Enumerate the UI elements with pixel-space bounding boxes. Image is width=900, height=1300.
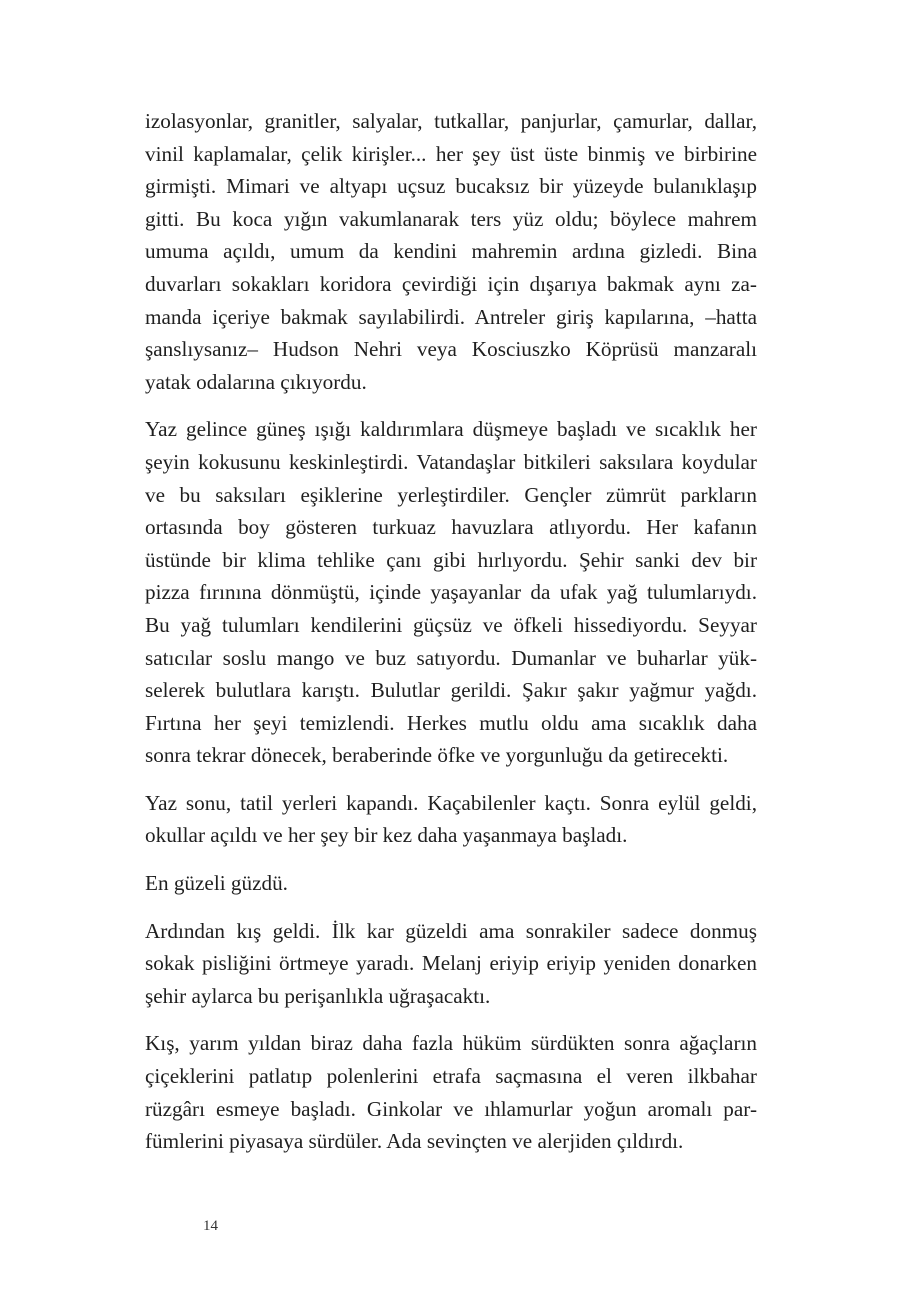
text-line: gitti. Bu koca yığın vakumlanarak ters yüz oldu; böylece mahrem [145,206,757,231]
paragraph-3 [145,787,757,852]
page-number: 14 [203,1218,218,1234]
text-line: üstünde bir klima tehlike çanı gibi hırlıyordu. Şehir sanki dev bir [145,547,757,572]
text-line: Yaz gelince güneş ışığı kaldırımlara düşmeye başladı ve sıcaklık her [145,417,757,442]
text-line: sokak pisliğini örtmeye yaradı. Melanj eriyip eriyip yeniden donarken [145,951,757,976]
text-line: pizza fırınına dönmüştü, içinde yaşayanlar da ufak yağ tulumlarıydı. [145,580,757,605]
text-line: şehir aylarca bu perişanlıkla uğraşacaktı. [145,983,491,1008]
text-line: En güzeli güzdü. [145,871,288,896]
text-line: ortasında boy gösteren turkuaz havuzlara atlıyordu. Her kafanın [145,515,757,540]
text-line: Ardından kış geldi. İlk kar güzeldi ama sonrakiler sadece donmuş [145,918,757,943]
text-line: manda içeriye bakmak sayılabilirdi. Antreler giriş kapılarına, –hatta [145,304,757,329]
text-line: girmişti. Mimari ve altyapı uçsuz bucaksız bir yüzeyde bulanıklaşıp [145,174,757,199]
paragraph-6 [145,1027,757,1157]
text-line: şanslıysanız– Hudson Nehri veya Kosciuszko Köprüsü manzaralı [145,337,757,362]
paragraph-2 [145,413,757,772]
text-line: umuma açıldı, umum da kendini mahremin ardına gizledi. Bina [145,239,757,264]
text-line: satıcılar soslu mango ve buz satıyordu. Dumanlar ve buharlar yük- [145,645,757,670]
text-line: izolasyonlar, granitler, salyalar, tutkallar, panjurlar, çamurlar, dallar, [145,109,757,133]
text-line: selerek bulutlara karıştı. Bulutlar gerildi. Şakır şakır yağmur yağdı. [145,678,757,703]
paragraph-4 [145,867,757,900]
text-line: ve bu saksıları eşiklerine yerleştirdiler. Gençler zümrüt parkların [145,482,757,507]
text-line: vinil kaplamalar, çelik kirişler... her şey üst üste binmiş ve birbirine [145,141,757,166]
text-line: yatak odalarına çıkıyordu. [145,369,367,394]
text-line: fümlerini piyasaya sürdüler. Ada sevinçten ve alerjiden çıldırdı. [145,1129,684,1154]
text-line: rüzgârı esmeye başladı. Ginkolar ve ıhlamurlar yoğun aromalı par- [145,1096,757,1121]
text-line: sonra tekrar dönecek, beraberinde öfke ve yorgunluğu da getirecekti. [145,743,729,768]
paragraph-1 [145,105,757,398]
text-line: çiçeklerini patlatıp polenlerini etrafa saçmasına el veren ilkbahar [145,1064,757,1089]
text-line: Yaz sonu, tatil yerleri kapandı. Kaçabilenler kaçtı. Sonra eylül geldi, [145,790,757,815]
text-line: Bu yağ tulumları kendilerini güçsüz ve öfkeli hissediyordu. Seyyar [145,612,757,637]
text-line: Kış, yarım yıldan biraz daha fazla hüküm sürdükten sonra ağaçların [145,1031,757,1056]
body-text [145,105,757,1173]
text-line: Fırtına her şeyi temizlendi. Herkes mutlu oldu ama sıcaklık daha [145,710,757,735]
text-line: okullar açıldı ve her şey bir kez daha yaşanmaya başladı. [145,823,628,848]
text-line: şeyin kokusunu keskinleştirdi. Vatandaşlar bitkileri saksılara koydular [145,449,757,474]
paragraph-5 [145,915,757,1013]
text-line: duvarları sokakları koridora çevirdiği için dışarıya bakmak aynı za- [145,271,757,296]
